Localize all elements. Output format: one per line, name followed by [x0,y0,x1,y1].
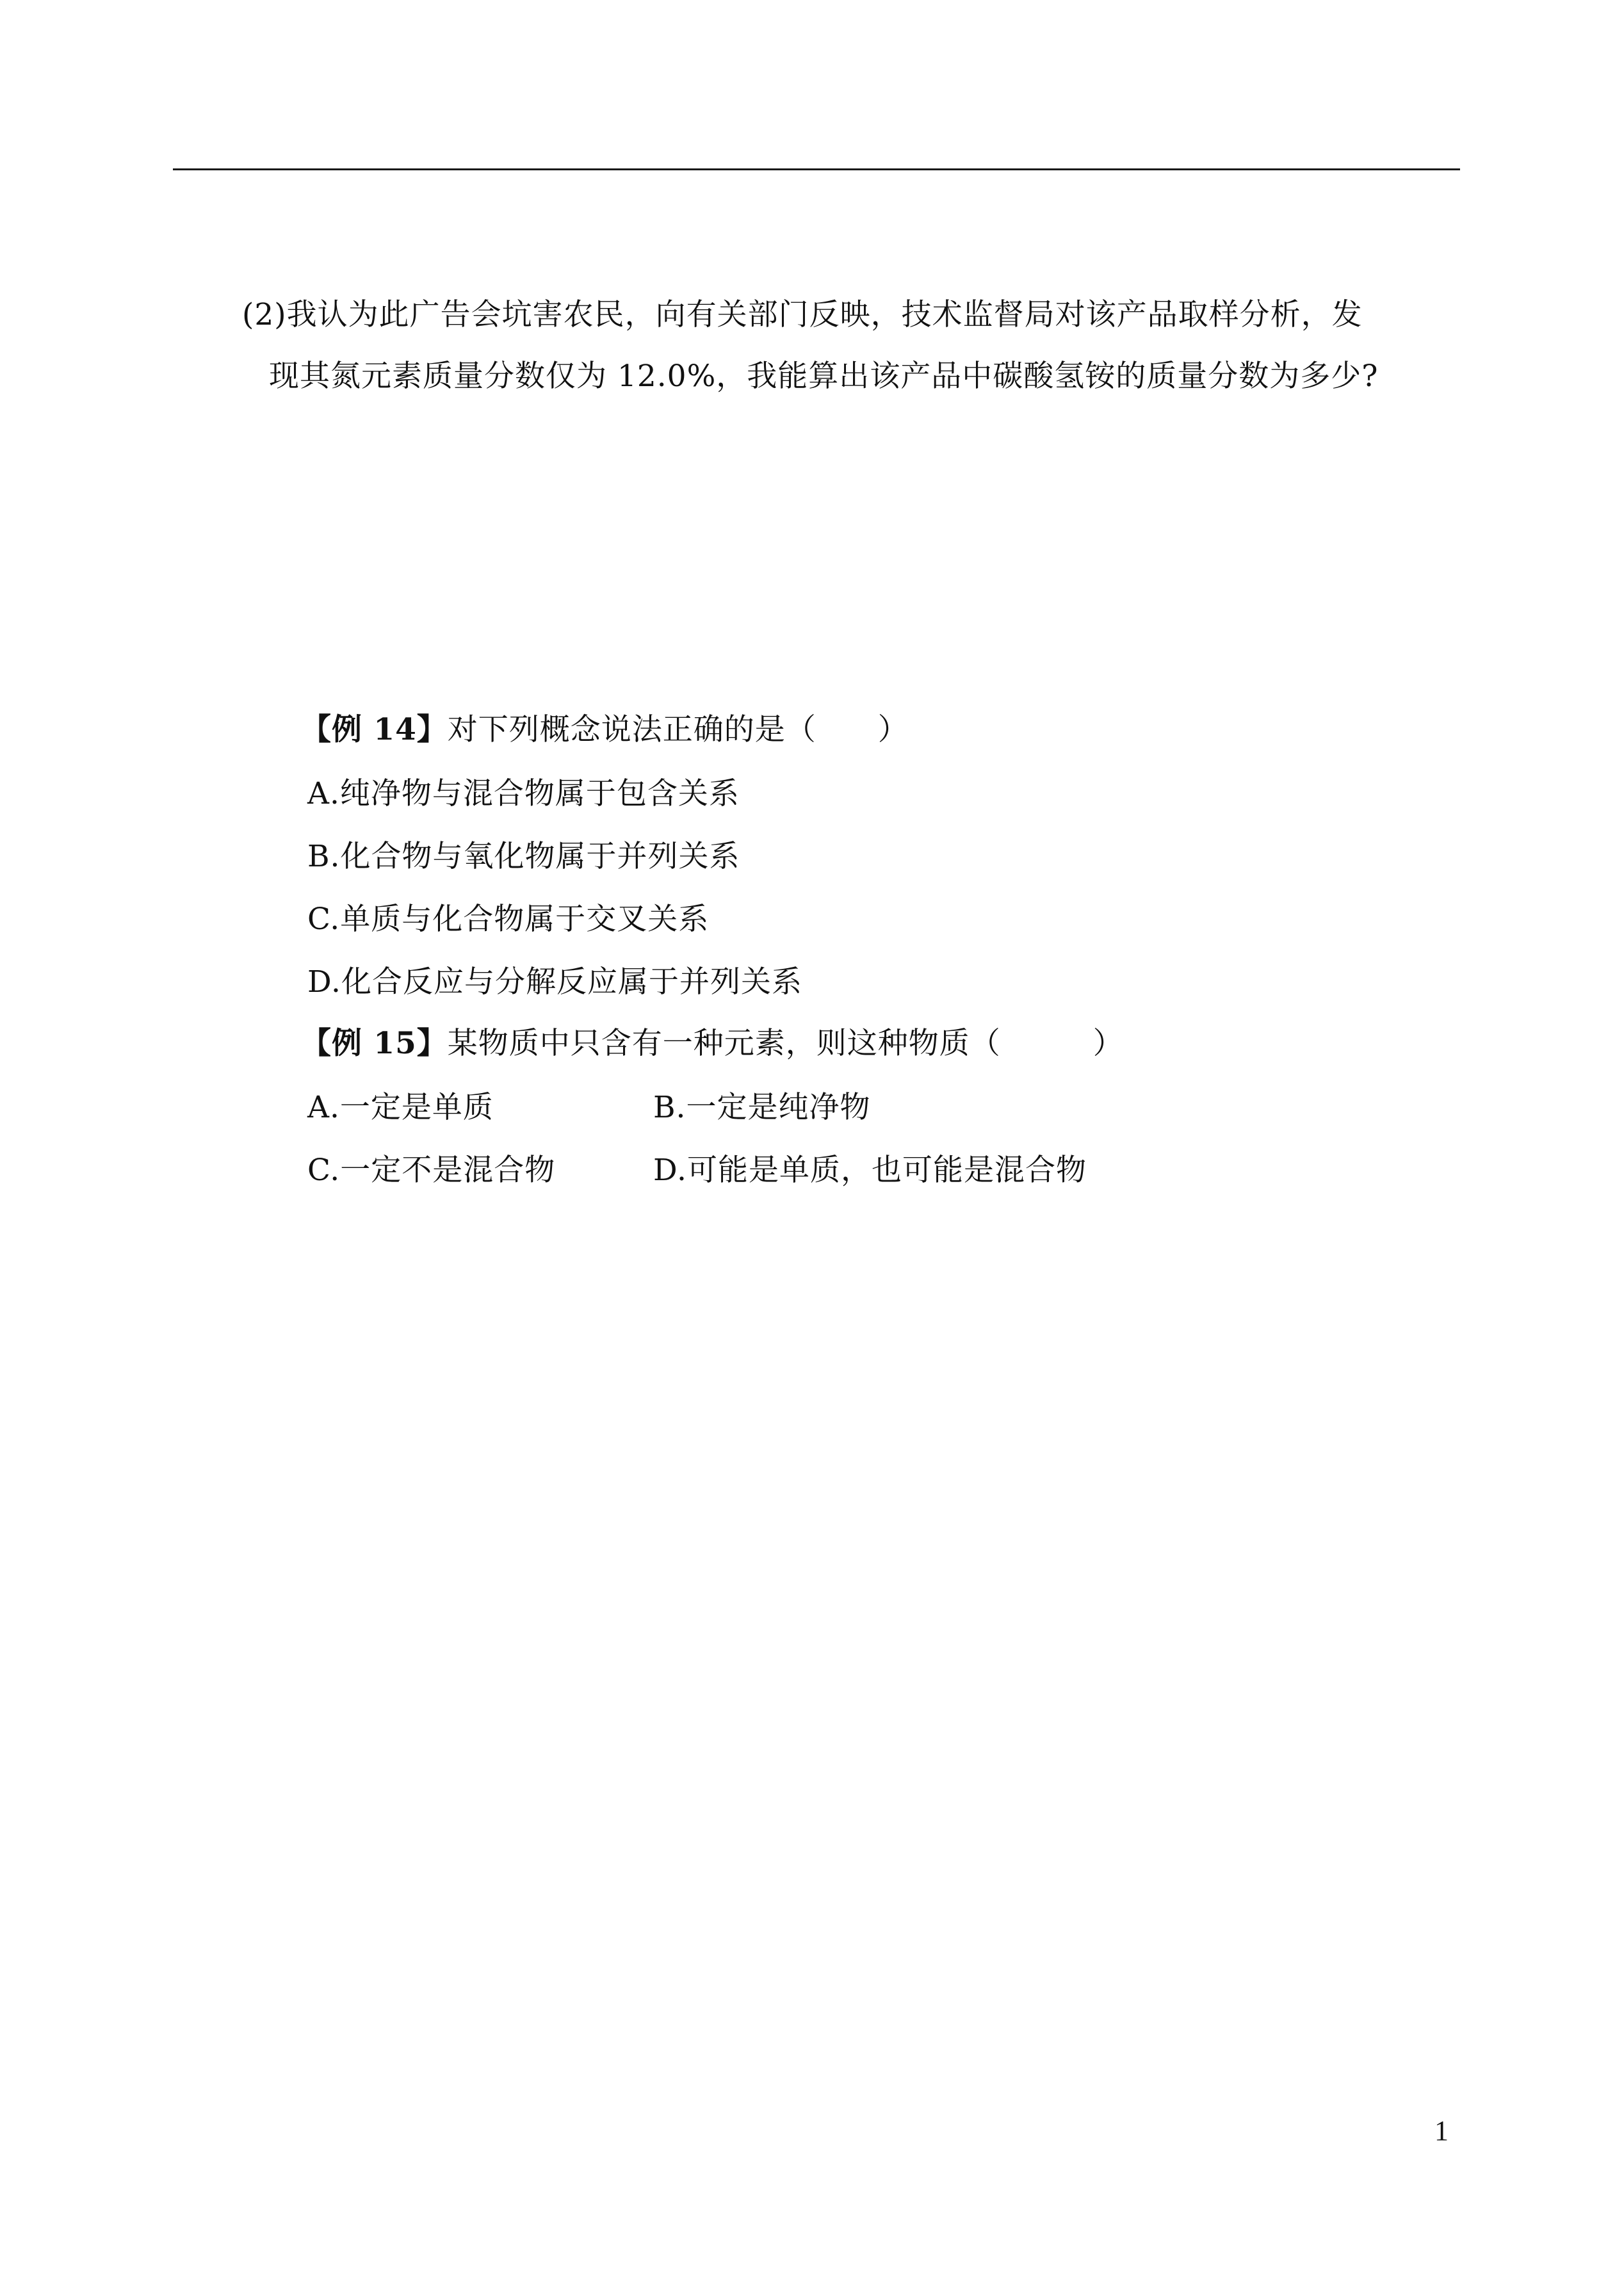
example-14-heading [301,711,909,749]
question-2-line-1: (2)我认为此广告会坑害农民，向有关部门反映，技术监督局对该产品取样分析，发 [242,297,1363,332]
example-15-option-b: B.一定是纯净物 [653,1090,871,1125]
example-14-question: 对下列概念说法正确的是（ ） [447,712,909,747]
example-14-label: 【例 14】 [301,712,448,747]
example-15-option-a: A.一定是单质 [307,1090,494,1125]
example-14-option-d: D.化合反应与分解反应属于并列关系 [307,964,802,1000]
page-number: 1 [1434,2115,1449,2146]
example-15-option-d: D.可能是单质，也可能是混合物 [653,1153,1087,1188]
example-15-heading [301,1025,1124,1063]
example-14-option-c: C.单质与化合物属于交叉关系 [307,902,710,937]
header-rule [173,168,1460,170]
example-15-label: 【例 15】 [301,1026,448,1061]
example-15-question: 某物质中只含有一种元素，则这种物质（ ） [447,1026,1124,1061]
example-14-option-b: B.化合物与氧化物属于并列关系 [307,839,740,874]
question-2-line-2: 现其氮元素质量分数仅为 12.0%，我能算出该产品中碳酸氢铵的质量分数为多少? [269,359,1379,394]
example-14-option-a: A.纯净物与混合物属于包含关系 [307,776,740,811]
example-15-option-c: C.一定不是混合物 [307,1153,556,1188]
